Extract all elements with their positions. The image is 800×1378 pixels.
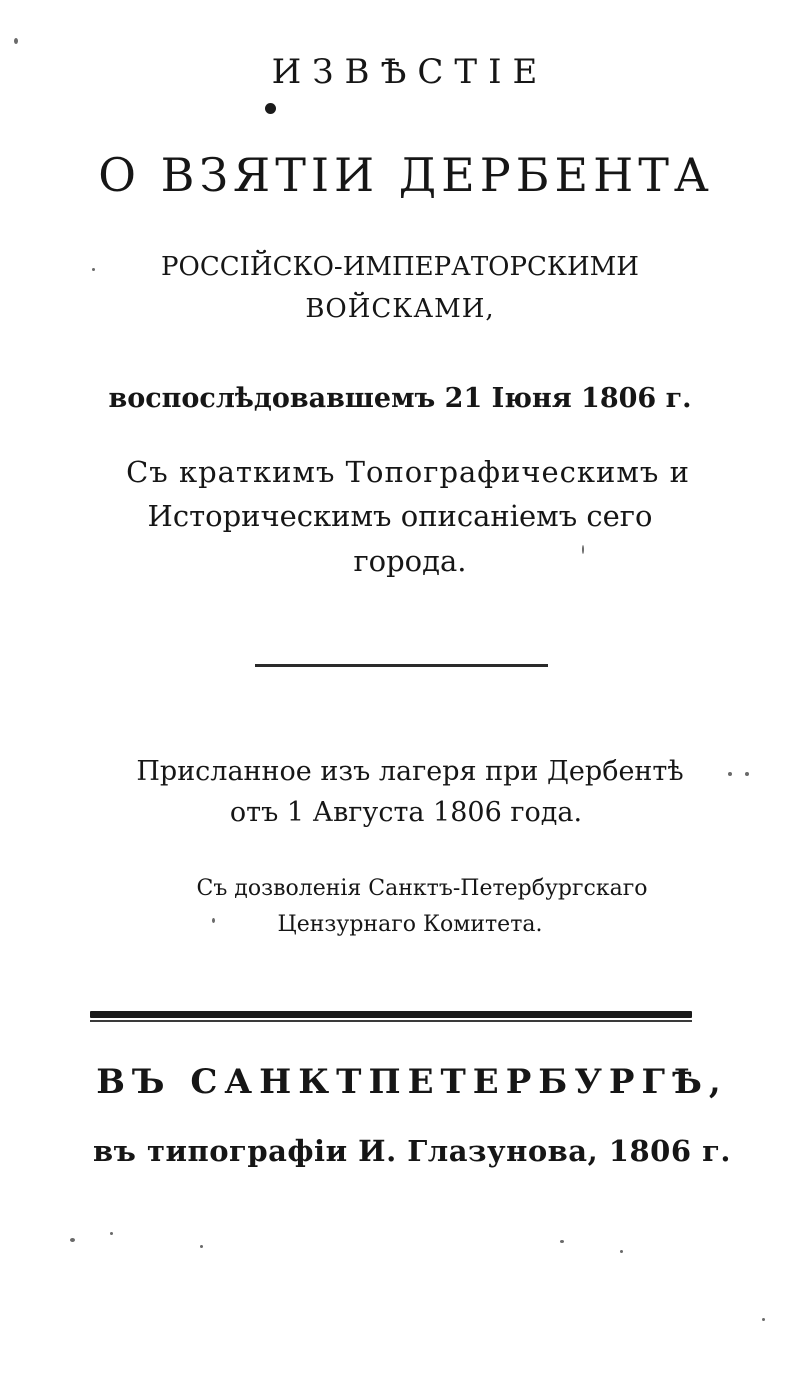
sent-from-line-1: Присланное изъ лагеря при Дербентѣ [136, 756, 684, 787]
paper-speck [728, 772, 732, 776]
ornament-dot [265, 103, 276, 114]
description-line-1: Съ краткимъ Топографическимъ и [126, 455, 690, 489]
paper-speck [582, 545, 584, 554]
paper-speck [620, 1250, 623, 1253]
paper-speck [200, 1245, 203, 1248]
description-line-3: города. [353, 544, 467, 578]
censorship-permission-line-1: Съ дозволенія Санктъ-Петербургскаго [196, 876, 648, 901]
paper-speck [70, 1238, 75, 1242]
imprint-city: ВЪ САНКТПЕТЕРБУРГѢ, [96, 1062, 728, 1102]
event-date-line: воспослѣдовавшемъ 21 Іюня 1806 г. [108, 383, 692, 414]
censorship-permission-line-2: Цензурнаго Комитета. [277, 912, 543, 937]
subtitle-line-1: РОССІЙСКО-ИМПЕРАТОРСКИМИ [161, 252, 639, 282]
divider-thin [255, 664, 548, 667]
imprint-printer: въ типографіи И. Глазунова, 1806 г. [93, 1134, 731, 1168]
paper-speck [762, 1318, 765, 1321]
paper-speck [14, 38, 18, 44]
paper-speck [560, 1240, 564, 1243]
sent-from-line-2: отъ 1 Августа 1806 года. [229, 797, 583, 828]
subtitle-line-2: ВОЙСКАМИ, [305, 294, 495, 324]
paper-speck [745, 772, 749, 776]
paper-speck [212, 918, 215, 923]
title-line-1: ИЗВѢСТІЕ [271, 52, 549, 92]
title-line-2: О ВЗЯТІИ ДЕРБЕНТА [98, 148, 714, 202]
paper-speck [92, 268, 95, 271]
paper-speck [110, 1232, 113, 1235]
divider-thick [90, 1011, 692, 1018]
description-line-2: Историческимъ описаніемъ сего [147, 499, 653, 533]
divider-thick-underline [90, 1020, 692, 1022]
